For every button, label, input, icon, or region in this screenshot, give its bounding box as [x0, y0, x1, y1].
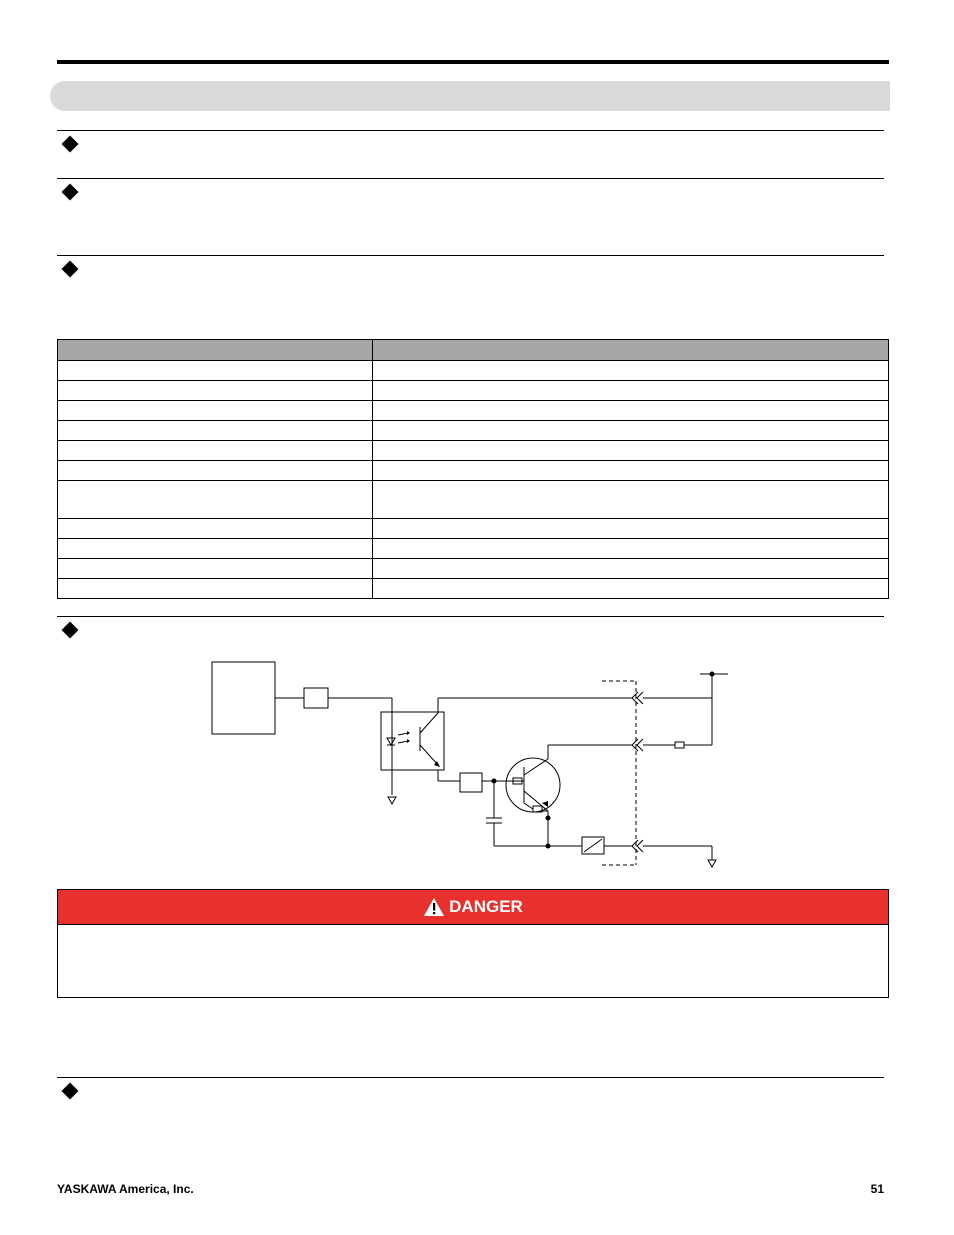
table-row [58, 421, 889, 441]
table-cell [373, 519, 889, 539]
top-rule [57, 60, 889, 64]
table-cell [58, 381, 373, 401]
section-heading-band [50, 81, 890, 111]
table-header-row [58, 340, 889, 361]
danger-notice [57, 889, 889, 998]
specification-table [57, 339, 889, 599]
table-cell [373, 559, 889, 579]
diamond-bullet-icon [62, 261, 79, 278]
table-row [58, 519, 889, 539]
transistor [506, 758, 560, 812]
footer-company: YASKAWA America, Inc. [57, 1182, 194, 1196]
table-cell [373, 579, 889, 599]
resistor-box [304, 688, 328, 708]
table-row [58, 579, 889, 599]
table-cell [58, 441, 373, 461]
table-cell [58, 559, 373, 579]
danger-title: DANGER [449, 897, 523, 916]
table-header-cell [373, 340, 889, 361]
table-cell [373, 401, 889, 421]
diamond-bullet-icon [62, 136, 79, 153]
diamond-bullet-icon [62, 1083, 79, 1100]
table-row [58, 401, 889, 421]
table-row [58, 481, 889, 519]
table-cell [373, 539, 889, 559]
subsection-rule-5 [57, 1077, 884, 1078]
footer-page-number: 51 [870, 1182, 884, 1196]
diamond-bullet-icon [62, 184, 79, 201]
table-row [58, 381, 889, 401]
controller-block [212, 662, 275, 734]
table-cell [373, 441, 889, 461]
table-cell [58, 401, 373, 421]
subsection-rule-4 [57, 616, 884, 617]
wiring-circuit-diagram [200, 655, 740, 875]
table-cell [373, 481, 889, 519]
table-row [58, 461, 889, 481]
table-row [58, 441, 889, 461]
table-row [58, 559, 889, 579]
table-cell [58, 361, 373, 381]
danger-header [58, 890, 888, 925]
table-cell [58, 421, 373, 441]
table-row [58, 539, 889, 559]
table-cell [58, 539, 373, 559]
subsection-rule-3 [57, 255, 884, 256]
subsection-rule-1 [57, 130, 884, 131]
subsection-rule-2 [57, 178, 884, 179]
warning-triangle-icon [423, 897, 445, 917]
table-cell [58, 519, 373, 539]
table-cell [373, 361, 889, 381]
table-row [58, 361, 889, 381]
table-cell [373, 461, 889, 481]
table-cell [58, 481, 373, 519]
table-cell [373, 421, 889, 441]
table-cell [58, 579, 373, 599]
table-cell [58, 461, 373, 481]
table-header-cell [58, 340, 373, 361]
table-cell [373, 381, 889, 401]
diamond-bullet-icon [62, 622, 79, 639]
